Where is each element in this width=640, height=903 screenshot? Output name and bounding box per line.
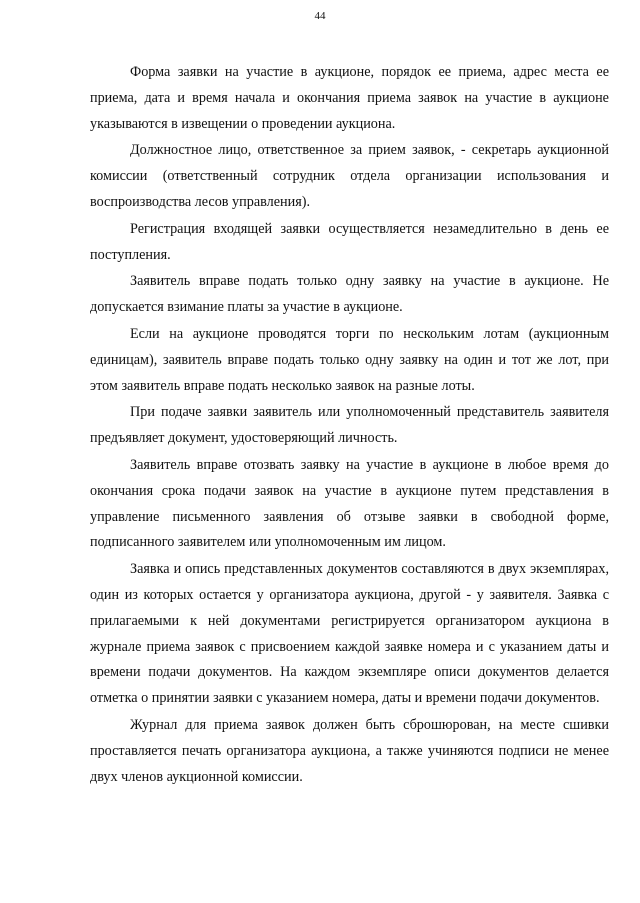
paragraph-responsible-official: Должностное лицо, ответственное за прием заявок, - секретарь аукционной комиссии (ответственный сотрудник отдела организации использования и воспроизводства лесов управления). [90, 142, 609, 210]
paragraph-multiple-lots: Если на аукционе проводятся торги по нескольким лотам (аукционным единицам), заявитель вправе подать только одну заявку на один и тот же лот, при этом заявитель вправе подать несколько заявок на разные лоты. [90, 325, 609, 394]
document-body [90, 60, 609, 791]
paragraph-withdrawal: Заявитель вправе отозвать заявку на участие в аукционе в любое время до окончания срока подачи заявок на участие в аукционе путем представления в управление письменного заявления об отзыве заявки в свободной форме, подписанного заявителем или уполномоченным им лицом. [90, 456, 609, 551]
paragraph-journal: Журнал для приема заявок должен быть сброшюрован, на месте сшивки проставляется печать организатора аукциона, а также учиняются подписи не менее двух членов аукционной комиссии. [90, 716, 609, 785]
paragraph-identity-document: При подаче заявки заявитель или уполномоченный представитель заявителя предъявляет документ, удостоверяющий личность. [90, 404, 609, 447]
paragraph-registration: Регистрация входящей заявки осуществляется незамедлительно в день ее поступления. [90, 220, 609, 263]
paragraph-application-form: Форма заявки на участие в аукционе, порядок ее приема, адрес места ее приема, дата и время начала и окончания приема заявок на участие в аукционе указываются в извещении о проведении аукциона. [90, 64, 609, 132]
page-number: 44 [314, 10, 326, 22]
paragraph-single-application: Заявитель вправе подать только одну заявку на участие в аукционе. Не допускается взимание платы за участие в аукционе. [90, 273, 609, 316]
paragraph-inventory-copies: Заявка и опись представленных документов составляются в двух экземплярах, один из которых остается у организатора аукциона, другой - у заявителя. Заявка с прилагаемыми к ней документами регистрируется организатором аукциона в журнале приема заявок с присвоением каждой заявке номера и с указанием даты и времени подачи документов. На каждом экземпляре описи документов делается отметка о принятии заявки с указанием номера, даты и времени подачи документов. [90, 561, 609, 707]
